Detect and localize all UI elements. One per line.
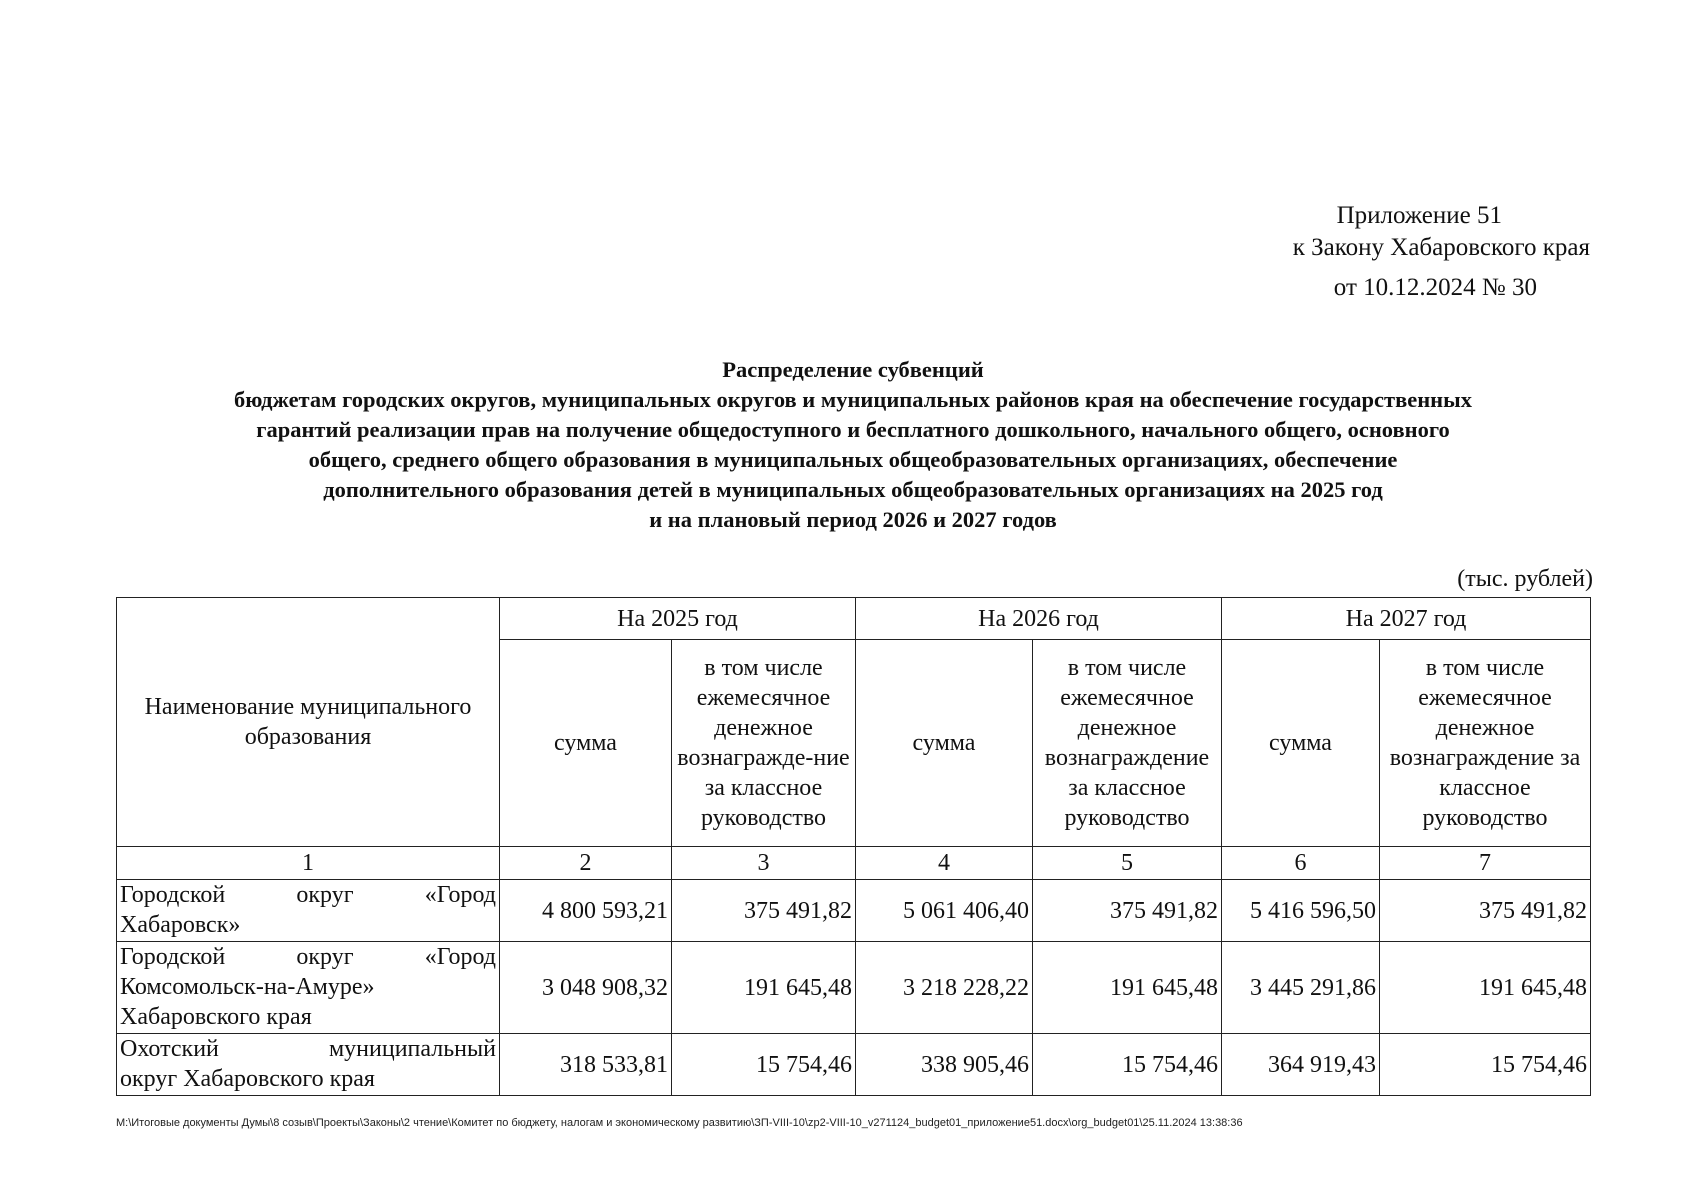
sum-header-2027: сумма — [1222, 640, 1380, 847]
column-number: 3 — [672, 847, 856, 880]
name-column-header: Наименование муниципального образования — [117, 598, 500, 847]
title-line-5: дополнительного образования детей в муниципальных общеобразовательных организациях на 2025 год — [323, 477, 1383, 502]
header-row-years — [117, 598, 1591, 640]
municipality-name-line: Городской округ «Город — [120, 944, 496, 970]
municipality-name — [117, 942, 500, 1034]
units-label: (тыс. рублей) — [1457, 566, 1593, 592]
municipality-name-line: Охотский муниципальный — [120, 1036, 496, 1062]
title-line-2: бюджетам городских округов, муниципальных округов и муниципальных районов края на обеспечение государственных — [234, 387, 1472, 412]
bonus-2026: 191 645,48 — [1033, 942, 1222, 1034]
municipality-name-line: Городской округ «Город — [120, 882, 496, 908]
title-line-6: и на плановый период 2026 и 2027 годов — [649, 507, 1057, 532]
municipality-name — [117, 1034, 500, 1096]
bonus-2025: 15 754,46 — [672, 1034, 856, 1096]
year-header-2027: На 2027 год — [1222, 598, 1591, 640]
subventions-table — [116, 597, 1591, 1096]
table-row — [117, 942, 1591, 1034]
appendix-number: Приложение 51 — [1336, 202, 1502, 229]
sum-2025: 4 800 593,21 — [500, 880, 672, 942]
sum-2027: 5 416 596,50 — [1222, 880, 1380, 942]
column-number: 7 — [1380, 847, 1591, 880]
table-row — [117, 1034, 1591, 1096]
title-line-4: общего, среднего общего образования в муниципальных общеобразовательных организациях, обеспечение — [308, 447, 1398, 472]
bonus-2027: 15 754,46 — [1380, 1034, 1591, 1096]
bonus-2025: 375 491,82 — [672, 880, 856, 942]
bonus-2025: 191 645,48 — [672, 942, 856, 1034]
sum-header-2026: сумма — [856, 640, 1033, 847]
bonus-2026: 15 754,46 — [1033, 1034, 1222, 1096]
column-numbers-row — [117, 847, 1591, 880]
document-title — [118, 355, 1588, 535]
municipality-name-line: Комсомольск-на-Амуре» — [120, 974, 375, 1000]
municipality-name — [117, 880, 500, 942]
sum-2026: 338 905,46 — [856, 1034, 1033, 1096]
bonus-2026: 375 491,82 — [1033, 880, 1222, 942]
sum-2025: 318 533,81 — [500, 1034, 672, 1096]
column-number: 5 — [1033, 847, 1222, 880]
sum-2027: 3 445 291,86 — [1222, 942, 1380, 1034]
municipality-name-line: округ Хабаровского края — [120, 1066, 375, 1092]
bonus-header-2027: в том числе ежемесячное денежное вознаграждение за классное руководство — [1380, 640, 1591, 847]
column-number: 2 — [500, 847, 672, 880]
sum-header-2025: сумма — [500, 640, 672, 847]
year-header-2025: На 2025 год — [500, 598, 856, 640]
bonus-2027: 375 491,82 — [1380, 880, 1591, 942]
title-line-1: Распределение субвенций — [722, 357, 984, 382]
file-path-footer: M:\Итоговые документы Думы\8 созыв\Проекты\Законы\2 чтение\Комитет по бюджету, налогам и экономическому развитию\ЗП-VIII-10\zp2-VIII-10_v271124_budget01_приложение51.docx\org_budget01\25.11.2024 13:38:36 — [116, 1117, 1243, 1129]
table-row — [117, 880, 1591, 942]
column-number: 1 — [117, 847, 500, 880]
appendix-date: от 10.12.2024 № 30 — [1333, 274, 1537, 301]
sum-2025: 3 048 908,32 — [500, 942, 672, 1034]
column-number: 6 — [1222, 847, 1380, 880]
sum-2026: 5 061 406,40 — [856, 880, 1033, 942]
title-line-3: гарантий реализации прав на получение общедоступного и бесплатного дошкольного, начального общего, основного — [256, 417, 1450, 442]
column-number: 4 — [856, 847, 1033, 880]
municipality-name-line: Хабаровского края — [120, 1004, 312, 1030]
appendix-law: к Закону Хабаровского края — [1292, 234, 1590, 261]
bonus-header-2025: в том числе ежемесячное денежное вознагражде-ние за классное руководство — [672, 640, 856, 847]
bonus-2027: 191 645,48 — [1380, 942, 1591, 1034]
bonus-header-2026: в том числе ежемесячное денежное вознаграждение за классное руководство — [1033, 640, 1222, 847]
sum-2027: 364 919,43 — [1222, 1034, 1380, 1096]
sum-2026: 3 218 228,22 — [856, 942, 1033, 1034]
municipality-name-line: Хабаровск» — [120, 912, 241, 938]
year-header-2026: На 2026 год — [856, 598, 1222, 640]
appendix-block — [1230, 200, 1590, 304]
